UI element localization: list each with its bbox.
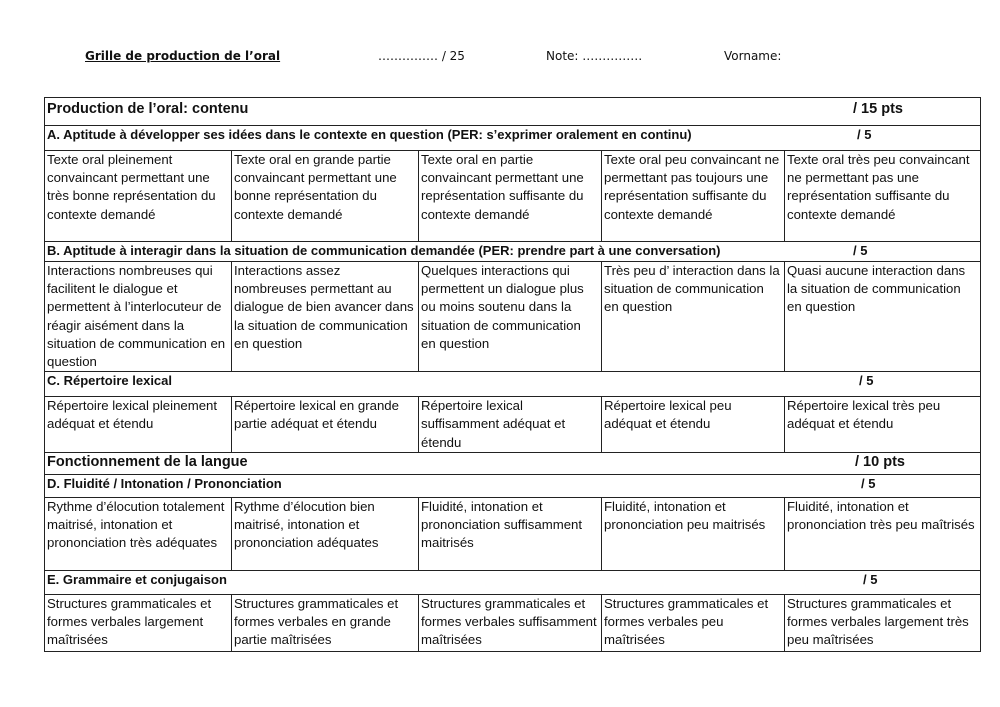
level-cell: Interactions nombreuses qui facilitent le dialogue et permettent à l’interlocuteur de réagir aisément dans la situation de communication en question [45, 262, 232, 372]
level-cell: Rythme d’élocution bien maitrisé, intonation et prononciation adéquates [232, 497, 419, 570]
criterion-row-b [45, 242, 981, 262]
section-title: Production de l’oral: contenu [47, 101, 249, 117]
criterion-title: E. Grammaire et conjugaison [47, 571, 227, 587]
criterion-title: C. Répertoire lexical [47, 373, 172, 389]
criterion-points: / 5 [861, 475, 876, 491]
level-cell: Répertoire lexical suffisamment adéquat et étendu [419, 397, 602, 453]
level-cell: Texte oral pleinement convaincant permettant une très bonne représentation du contexte demandé [45, 151, 232, 242]
document-header [0, 49, 1000, 69]
section-row-language [45, 452, 981, 474]
criterion-points: / 5 [853, 243, 868, 258]
level-cell: Fluidité, intonation et prononciation peu maitrisés [602, 497, 785, 570]
level-cell: Répertoire lexical en grande partie adéquat et étendu [232, 397, 419, 453]
criterion-points: / 5 [859, 373, 874, 389]
section-row-content [45, 98, 981, 126]
level-cell: Texte oral en grande partie convaincant permettant une bonne représentation du contexte demandé [232, 151, 419, 242]
levels-row-d [45, 497, 981, 570]
level-cell: Rythme d’élocution totalement maitrisé, intonation et prononciation très adéquates [45, 497, 232, 570]
level-cell: Structures grammaticales et formes verbales en grande partie maîtrisées [232, 594, 419, 651]
level-cell: Structures grammaticales et formes verbales largement très peu maîtrisées [785, 594, 981, 651]
criterion-points: / 5 [863, 571, 878, 587]
grade-field: Note: …………… [546, 49, 643, 63]
level-cell: Texte oral en partie convaincant permettant une représentation suffisante du contexte demandé [419, 151, 602, 242]
level-cell: Répertoire lexical très peu adéquat et étendu [785, 397, 981, 453]
level-cell: Texte oral très peu convaincant ne permettant pas une représentation suffisante du contexte demandé [785, 151, 981, 242]
level-cell: Structures grammaticales et formes verbales largement maîtrisées [45, 594, 232, 651]
criterion-row-d [45, 474, 981, 497]
levels-row-c [45, 397, 981, 453]
level-cell: Quelques interactions qui permettent un dialogue plus ou moins soutenu dans la situation de communication en question [419, 262, 602, 372]
total-score-field: …………… / 25 [378, 49, 465, 63]
levels-row-e [45, 594, 981, 651]
criterion-row-a [45, 126, 981, 151]
level-cell: Répertoire lexical pleinement adéquat et étendu [45, 397, 232, 453]
criterion-title: D. Fluidité / Intonation / Prononciation [47, 475, 282, 491]
criterion-title: A. Aptitude à développer ses idées dans le contexte en question (PER: s’exprimer oralement en continu) [47, 127, 692, 142]
criterion-points: / 5 [857, 127, 872, 142]
document-title: Grille de production de l’oral [85, 49, 281, 63]
criterion-title: B. Aptitude à interagir dans la situation de communication demandée (PER: prendre part à une conversation) [47, 243, 721, 258]
level-cell: Très peu d’ interaction dans la situation de communication en question [602, 262, 785, 372]
level-cell: Répertoire lexical peu adéquat et étendu [602, 397, 785, 453]
level-cell: Structures grammaticales et formes verbales suffisamment maîtrisées [419, 594, 602, 651]
criterion-row-c [45, 372, 981, 397]
first-name-field: Vorname: [724, 49, 782, 63]
level-cell: Texte oral peu convaincant ne permettant pas toujours une représentation suffisante du contexte demandé [602, 151, 785, 242]
assessment-grid [44, 97, 981, 652]
section-title: Fonctionnement de la langue [47, 453, 248, 470]
level-cell: Quasi aucune interaction dans la situation de communication en question [785, 262, 981, 372]
levels-row-a [45, 151, 981, 242]
levels-row-b [45, 262, 981, 372]
section-points: / 15 pts [853, 101, 903, 117]
section-points: / 10 pts [855, 453, 905, 470]
level-cell: Interactions assez nombreuses permettant au dialogue de bien avancer dans la situation de communication en question [232, 262, 419, 372]
criterion-row-e [45, 570, 981, 594]
level-cell: Fluidité, intonation et prononciation suffisamment maitrisés [419, 497, 602, 570]
level-cell: Fluidité, intonation et prononciation très peu maîtrisés [785, 497, 981, 570]
level-cell: Structures grammaticales et formes verbales peu maîtrisées [602, 594, 785, 651]
